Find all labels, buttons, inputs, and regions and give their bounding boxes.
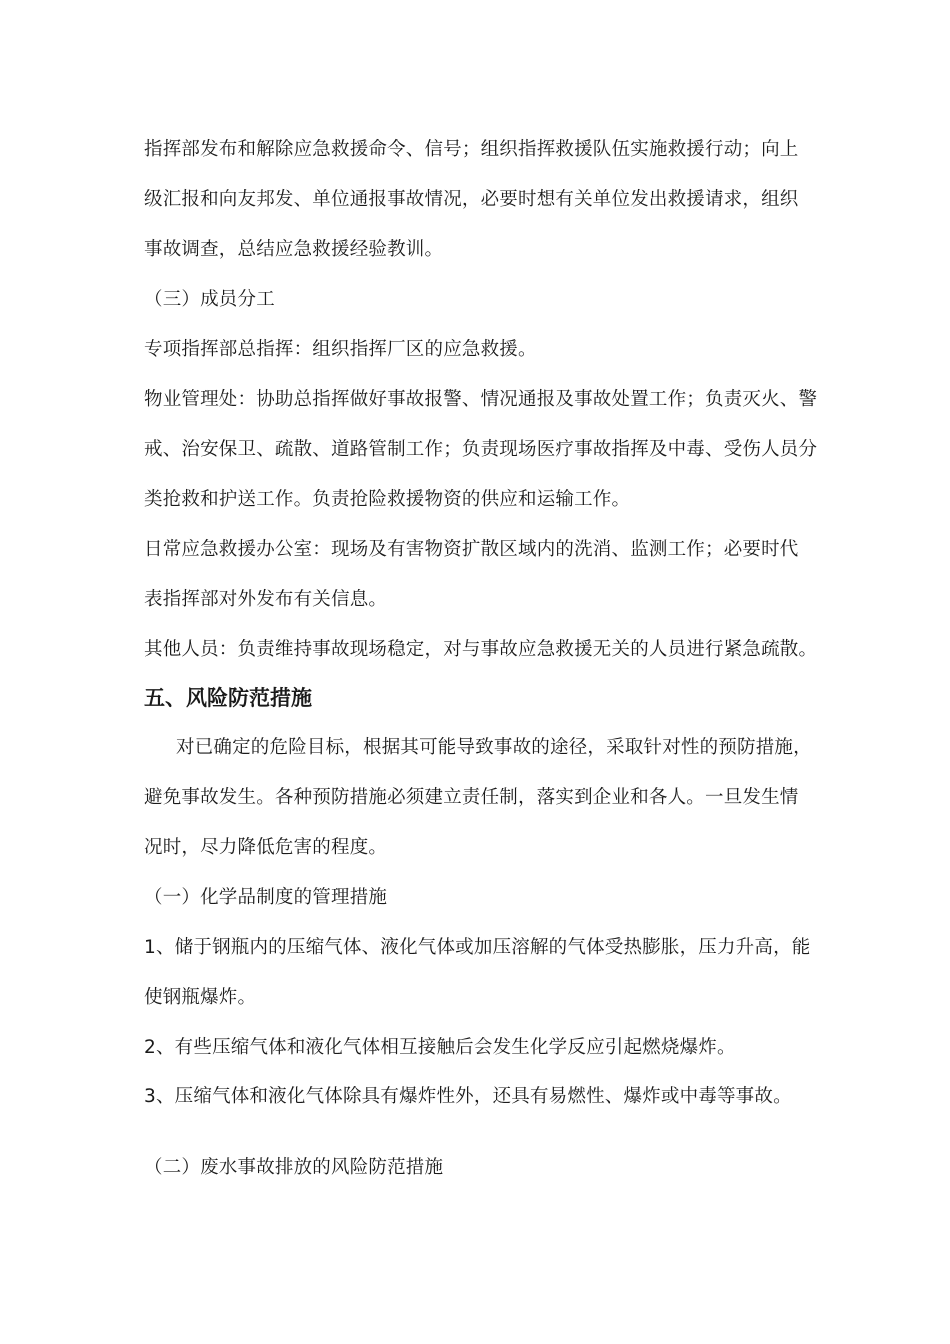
paragraph-line: 级汇报和向友邦发、单位通报事故情况，必要时想有关单位发出救援请求，组织	[144, 189, 799, 210]
paragraph-line: 避免事故发生。各种预防措施必须建立责任制，落实到企业和各人。一旦发生情	[144, 787, 799, 808]
subsection-title: （三）成员分工	[144, 289, 275, 310]
paragraph-line: 指挥部发布和解除应急救援命令、信号；组织指挥救援队伍实施救援行动；向上	[144, 139, 799, 160]
paragraph-line: 况时，尽力降低危害的程度。	[144, 837, 388, 858]
paragraph-line: 其他人员：负责维持事故现场稳定，对与事故应急救援无关的人员进行紧急疏散。	[144, 639, 818, 660]
paragraph-line: 专项指挥部总指挥：组织指挥厂区的应急救援。	[144, 339, 537, 360]
paragraph-line: 对已确定的危险目标，根据其可能导致事故的途径，采取针对性的预防措施，	[176, 737, 812, 758]
paragraph-line: 物业管理处：协助总指挥做好事故报警、情况通报及事故处置工作；负责灭火、警	[144, 389, 818, 410]
paragraph-line: 戒、治安保卫、疏散、道路管制工作；负责现场医疗事故指挥及中毒、受伤人员分	[144, 439, 818, 460]
paragraph-line: 表指挥部对外发布有关信息。	[144, 589, 388, 610]
paragraph-line: 事故调查，总结应急救援经验教训。	[144, 239, 444, 260]
subsection-title: （一）化学品制度的管理措施	[144, 887, 388, 908]
list-item: 2、有些压缩气体和液化气体相互接触后会发生化学反应引起燃烧爆炸。	[144, 1037, 736, 1058]
subsection-title: （二）废水事故排放的风险防范措施	[144, 1157, 444, 1178]
list-item: 1、储于钢瓶内的压缩气体、液化气体或加压溶解的气体受热膨胀，压力升高，能	[144, 937, 811, 958]
paragraph-line: 使钢瓶爆炸。	[144, 987, 257, 1008]
paragraph-line: 日常应急救援办公室：现场及有害物资扩散区域内的洗消、监测工作；必要时代	[144, 539, 799, 560]
paragraph-line: 类抢救和护送工作。负责抢险救援物资的供应和运输工作。	[144, 489, 631, 510]
section-heading: 五、风险防范措施	[144, 686, 312, 710]
list-item: 3、压缩气体和液化气体除具有爆炸性外，还具有易燃性、爆炸或中毒等事故。	[144, 1086, 792, 1107]
